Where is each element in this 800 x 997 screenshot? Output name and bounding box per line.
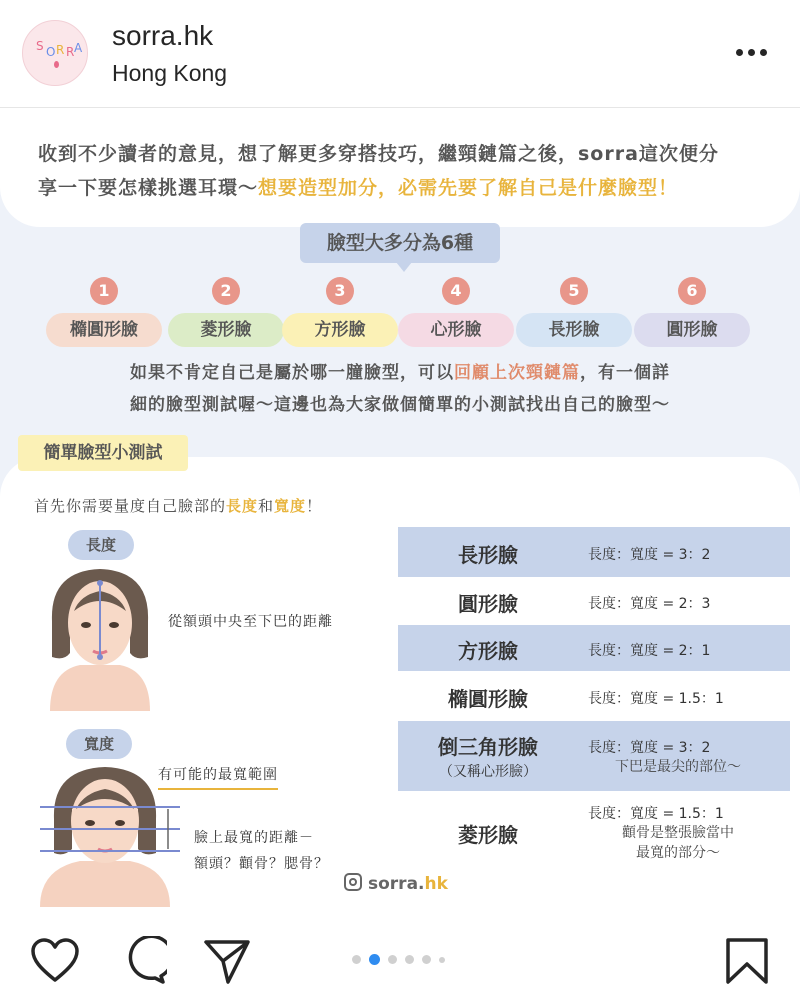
face-name: 長形臉	[458, 543, 518, 567]
table-row	[398, 527, 790, 577]
face-length-illustration	[30, 561, 170, 711]
face-type-6	[634, 277, 750, 347]
instagram-icon	[344, 873, 362, 891]
save-bookmark-icon[interactable]	[722, 936, 772, 986]
carousel-indicator	[352, 954, 445, 965]
face-types-title: 臉型大多分為6種	[300, 223, 500, 263]
face-type-1	[46, 277, 162, 347]
type-number: 2	[212, 277, 240, 305]
like-heart-icon[interactable]	[30, 936, 80, 986]
quiz-tag: 簡單臉型小測試	[18, 435, 188, 471]
length-tag: 長度	[68, 530, 134, 560]
table-row	[398, 671, 790, 721]
type-label: 橢圓形臉	[46, 313, 162, 347]
lead-part: ！	[306, 497, 323, 515]
type-label: 圓形臉	[634, 313, 750, 347]
ratio-value: 長度：寬度 = 2：1	[588, 643, 711, 659]
drop-icon	[54, 61, 59, 68]
avatar-letter: A	[74, 41, 83, 55]
comment-icon[interactable]	[117, 936, 167, 986]
ratio-table	[398, 527, 790, 869]
width-range-label: 有可能的最寬範圍	[158, 762, 278, 790]
ratio-note: 最寬的部分～	[636, 845, 720, 861]
note-line-2: 細的臉型測試喔～這邊也為大家做個簡單的小測試找出自己的臉型～	[130, 395, 670, 415]
intro-text	[38, 137, 778, 205]
watermark	[344, 873, 448, 894]
table-row	[398, 625, 790, 671]
ratio-value: 長度：寬度 = 2：3	[588, 596, 711, 612]
face-name: 菱形臉	[458, 823, 518, 847]
carousel-dot-active	[369, 954, 380, 965]
avatar[interactable]	[22, 20, 88, 86]
ratio-value: 長度：寬度 = 1.5：1	[588, 691, 724, 707]
type-label: 心形臉	[398, 313, 514, 347]
avatar-letter: S	[36, 39, 44, 53]
face-type-3	[282, 277, 398, 347]
face-name: 倒三角形臉	[438, 735, 538, 759]
watermark-text: sorra.	[368, 874, 425, 894]
note-link-highlight: 回顧上次頸鏈篇	[454, 363, 580, 383]
face-name: 圓形臉	[458, 592, 518, 616]
carousel-dot	[405, 955, 414, 964]
type-number: 1	[90, 277, 118, 305]
lead-text	[34, 495, 322, 516]
type-label: 方形臉	[282, 313, 398, 347]
type-label: 菱形臉	[168, 313, 284, 347]
carousel-dot	[439, 957, 445, 963]
post-image[interactable]	[0, 109, 800, 914]
more-dot-icon	[760, 49, 767, 56]
type-number: 4	[442, 277, 470, 305]
more-dot-icon	[736, 49, 743, 56]
action-bar	[0, 914, 800, 997]
avatar-letter: O	[46, 45, 56, 59]
lead-length: 長度	[226, 497, 259, 515]
account-name[interactable]: sorra.hk	[112, 20, 214, 51]
watermark-hk: hk	[424, 874, 448, 894]
width-desc-line: 額頭？顴骨？腮骨？	[194, 856, 329, 872]
avatar-letter: R	[66, 45, 75, 59]
carousel-dot	[422, 955, 431, 964]
face-type-4	[398, 277, 514, 347]
share-send-icon[interactable]	[202, 936, 252, 986]
width-description	[194, 825, 329, 877]
ratio-value: 長度：寬度 = 3：2	[588, 547, 711, 563]
note-text	[40, 357, 760, 421]
avatar-letter: R	[56, 43, 65, 57]
face-type-2	[168, 277, 284, 347]
intro-card	[0, 109, 800, 227]
face-name: 方形臉	[458, 639, 518, 663]
post-header	[0, 0, 800, 108]
ratio-note: 下巴是最尖的部位～	[615, 759, 741, 775]
width-tag: 寬度	[66, 729, 132, 759]
table-row	[398, 721, 790, 791]
table-row	[398, 577, 790, 625]
more-dot-icon	[748, 49, 755, 56]
note-part: ，有一個詳	[580, 363, 670, 383]
face-subname: （又稱心形臉）	[439, 764, 537, 780]
note-line-1	[40, 357, 760, 389]
width-desc-line: 臉上最寬的距離－	[194, 830, 314, 846]
intro-line-1: 收到不少讀者的意見，想了解更多穿搭技巧，繼頸鏈篇之後，sorra這次便分	[38, 143, 719, 165]
intro-highlight: 想要造型加分，必需先要了解自己是什麼臉型！	[258, 177, 679, 199]
intro-line-2	[38, 171, 778, 205]
lead-part: 和	[258, 497, 275, 515]
face-name: 橢圓形臉	[448, 687, 528, 711]
ratio-value: 長度：寬度 = 3：2	[588, 740, 711, 756]
intro-line-2-plain: 享一下要怎樣挑選耳環～	[38, 177, 259, 199]
type-number: 6	[678, 277, 706, 305]
type-label: 長形臉	[516, 313, 632, 347]
face-type-5	[516, 277, 632, 347]
table-row	[398, 791, 790, 869]
lead-part: 首先你需要量度自己臉部的	[34, 497, 227, 515]
more-options-button[interactable]	[736, 40, 772, 64]
lead-width: 寬度	[274, 497, 307, 515]
ratio-note: 顴骨是整張臉當中	[622, 825, 734, 841]
note-part: 如果不肯定自己是屬於哪一膧臉型，可以	[130, 363, 454, 383]
location-link[interactable]: Hong Kong	[112, 60, 228, 86]
carousel-dot	[388, 955, 397, 964]
type-number: 3	[326, 277, 354, 305]
carousel-dot	[352, 955, 361, 964]
length-description: 從額頭中央至下巴的距離	[168, 614, 333, 630]
ratio-value: 長度：寬度 = 1.5：1	[588, 806, 724, 822]
type-number: 5	[560, 277, 588, 305]
